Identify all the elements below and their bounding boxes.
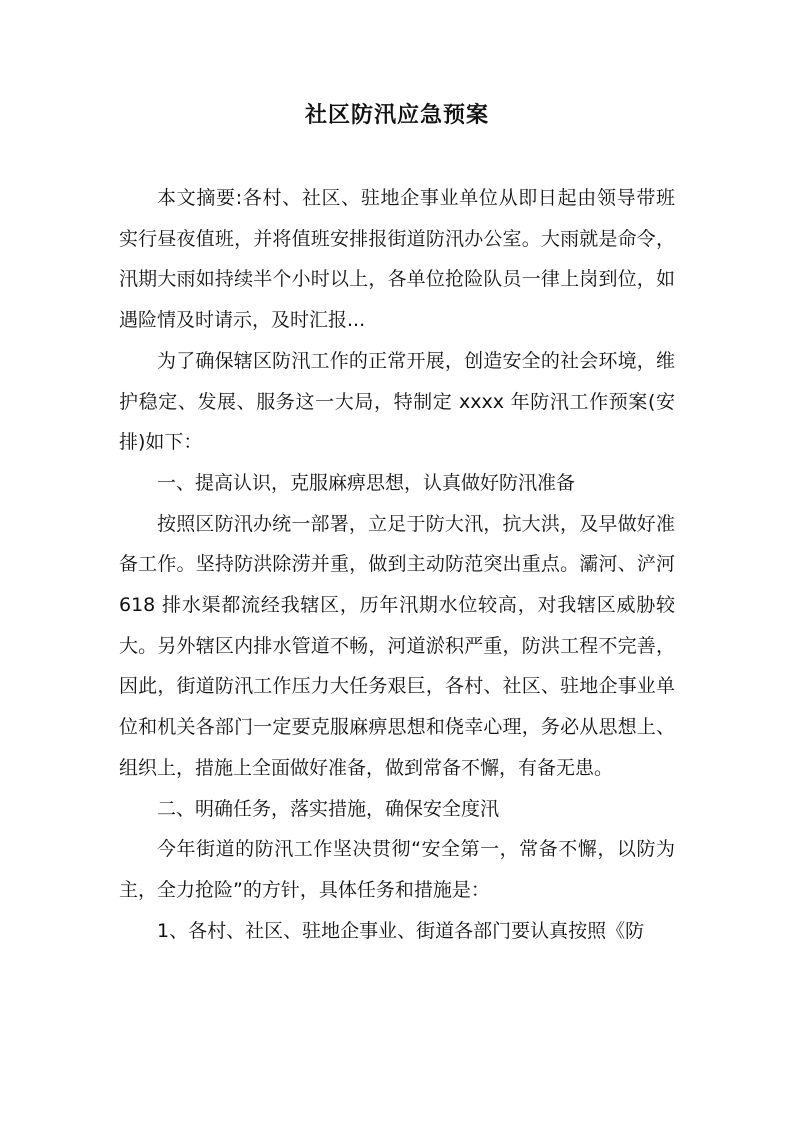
section-2-paragraph: 今年街道的防汛工作坚决贯彻“安全第一，常备不懈，以防为主，全力抢险”的方针，具体任务和措施是： xyxy=(119,838,675,901)
document-body xyxy=(119,178,675,951)
section-heading-2: 二、明确任务，落实措施，确保安全度汛 xyxy=(157,797,500,820)
intro-paragraph: 为了确保辖区防汛工作的正常开展，创造安全的社会环境，维护稳定、发展、服务这一大局，特制定 xxxx 年防汛工作预案(安排)如下： xyxy=(119,349,675,454)
document-title: 社区防汛应急预案 xyxy=(304,103,489,128)
section-heading-1: 一、提高认识，克服麻痹思想，认真做好防汛准备 xyxy=(157,471,576,494)
item-1-paragraph: 1、各村、社区、驻地企事业、街道各部门要认真按照《防 xyxy=(157,919,645,942)
section-1-paragraph: 按照区防汛办统一部署，立足于防大汛，抗大洪，及早做好准备工作。坚持防洪除涝并重，做到主动防范突出重点。灞河、浐河 618 排水渠都流经我辖区，历年汛期水位较高，对我辖区威胁较大。另外辖区内排水管道不畅，河道淤积严重，防洪工程不完善，因此，街道防汛工作压力大任务艰巨，各村、社区、驻地企事业单位和机关各部门一定要克服麻痹思想和侥幸心理，务必从思想上、组织上，措施上全面做好准备，做到常备不懈，有备无患。 xyxy=(119,512,675,779)
abstract-paragraph: 本文摘要:各村、社区、驻地企事业单位从即日起由领导带班实行昼夜值班，并将值班安排报街道防汛办公室。大雨就是命令，汛期大雨如持续半个小时以上，各单位抢险队员一律上岗到位，如遇险情及时请示，及时汇报... xyxy=(119,187,675,332)
